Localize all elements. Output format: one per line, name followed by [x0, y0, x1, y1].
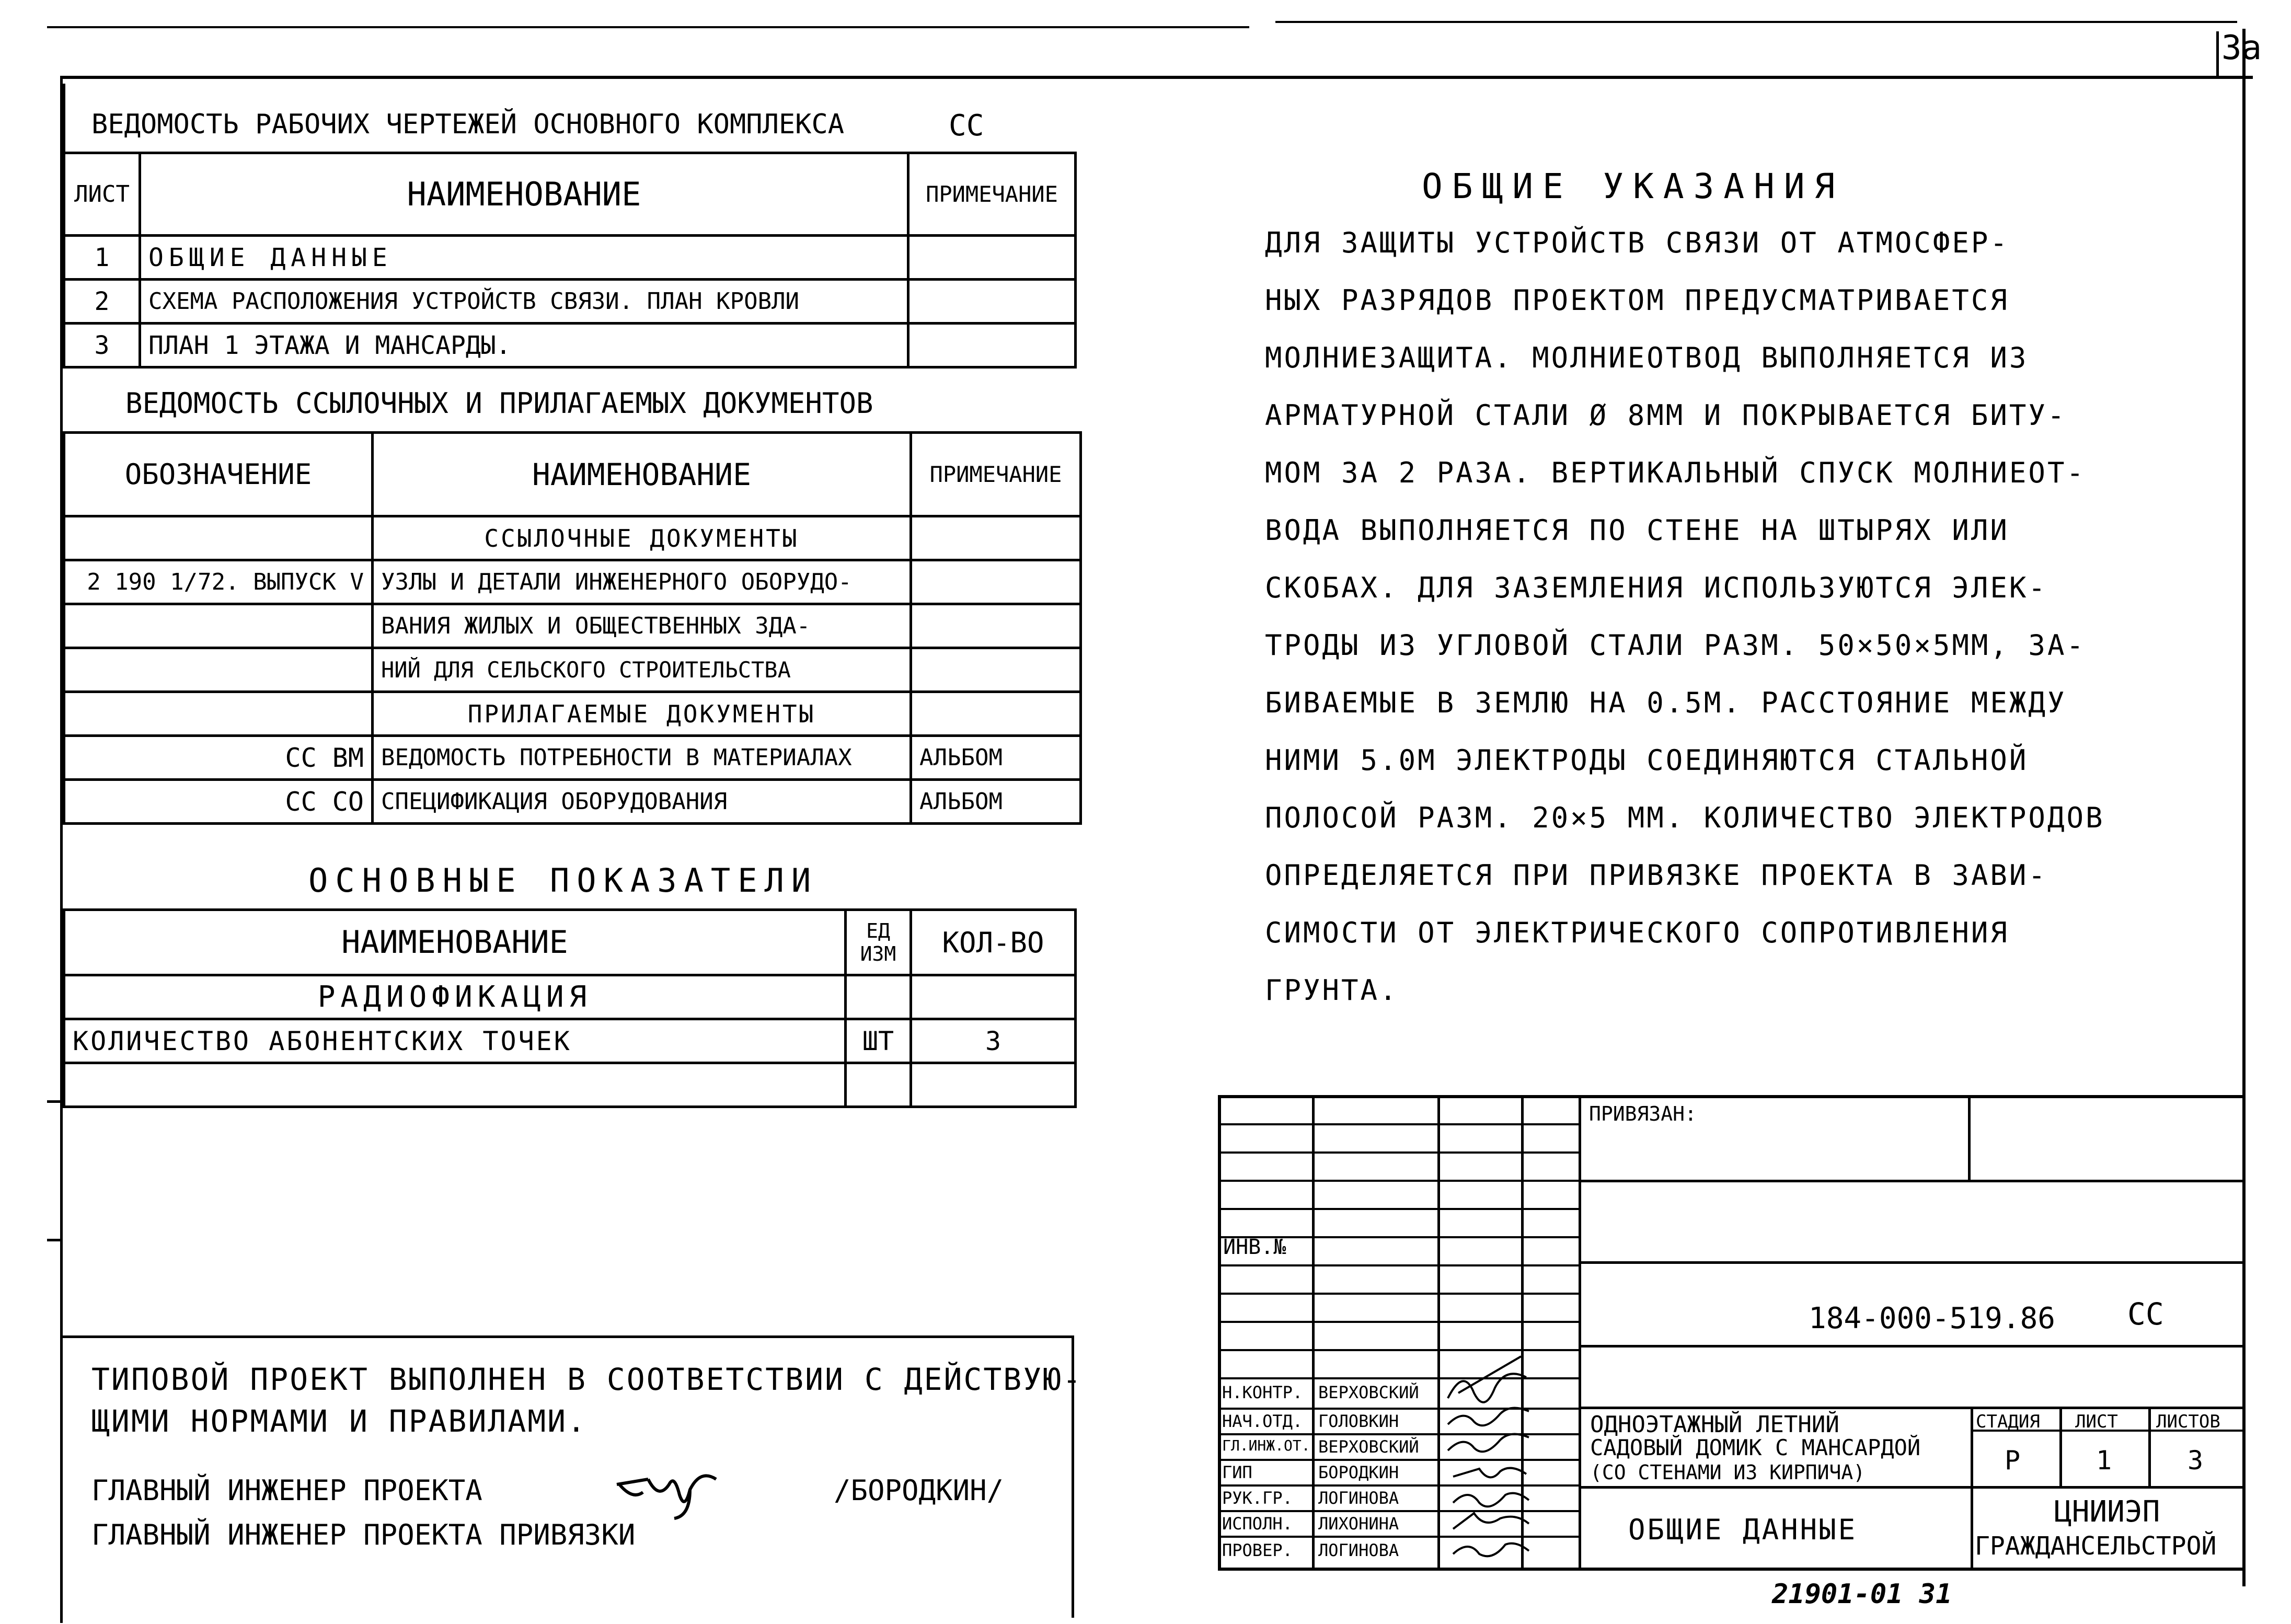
ref-doc-code: 2 190 1/72. ВЫПУСК V — [64, 560, 373, 604]
object-name-line2: САДОВЫЙ ДОМИК С МАНСАРДОЙ — [1590, 1435, 1921, 1460]
chief-engineer-signature — [612, 1464, 727, 1521]
table-row-sheet: 1 — [64, 236, 140, 280]
notes-line: ДЛЯ ЗАЩИТЫ УСТРОЙСТВ СВЯЗИ ОТ АТМОСФЕР- — [1265, 226, 2009, 259]
staff-role: РУК.ГР. — [1222, 1488, 1293, 1508]
drawing-list-complex: СС — [949, 109, 984, 143]
organization-line1: ЦНИИЭП — [2054, 1495, 2160, 1529]
table-row-name: ПЛАН 1 ЭТАЖА И МАНСАРДЫ. — [140, 324, 908, 367]
frame-top — [63, 76, 2253, 79]
staff-name: ЛИХОНИНА — [1318, 1514, 1399, 1534]
sheet-label: ЛИСТ — [2075, 1411, 2118, 1432]
statement-top-rule — [63, 1335, 1074, 1338]
att-doc-note: АЛЬБОМ — [911, 736, 1081, 780]
notes-line: СИМОСТИ ОТ ЭЛЕКТРИЧЕСКОГО СОПРОТИВЛЕНИЯ — [1265, 916, 2009, 949]
staff-role: ПРОВЕР. — [1222, 1540, 1293, 1560]
stage-label: СТАДИЯ — [1976, 1411, 2040, 1432]
sheet-title: ОБЩИЕ ДАННЫЕ — [1628, 1513, 1858, 1546]
notes-line: МОЛНИЕЗАЩИТА. МОЛНИЕОТВОД ВЫПОЛНЯЕТСЯ ИЗ — [1265, 341, 2029, 374]
staff-name: БОРОДКИН — [1318, 1462, 1399, 1482]
drawing-list-title-left — [63, 84, 65, 152]
ref-docs-table — [63, 431, 1082, 825]
inventory-label: ИНВ.№ — [1223, 1235, 1286, 1259]
top-rule-right — [1275, 21, 2237, 23]
object-name-line1: ОДНОЭТАЖНЫЙ ЛЕТНИЙ — [1590, 1411, 1839, 1438]
section-ref-docs: ССЫЛОЧНЫЕ ДОКУМЕНТЫ — [373, 516, 911, 560]
notes-line: СКОБАХ. ДЛЯ ЗАЗЕМЛЕНИЯ ИСПОЛЬЗУЮТСЯ ЭЛЕК- — [1265, 571, 2047, 604]
col-header-sheet: ЛИСТ — [64, 153, 140, 236]
bound-label: ПРИВЯЗАН: — [1589, 1102, 1697, 1125]
sheets-value: 3 — [2188, 1445, 2204, 1476]
notes-line: МОМ ЗА 2 РАЗА. ВЕРТИКАЛЬНЫЙ СПУСК МОЛНИЕОТ- — [1265, 456, 2086, 489]
col-header-note: ПРИМЕЧАНИЕ — [908, 153, 1076, 236]
notes-line: НЫХ РАЗРЯДОВ ПРОЕКТОМ ПРЕДУСМАТРИВАЕТСЯ — [1265, 284, 2009, 317]
margin-tick-2 — [47, 1239, 63, 1241]
organization-line2: ГРАЖДАНСЕЛЬСТРОЙ — [1975, 1531, 2217, 1561]
notes-line: ГРУНТА. — [1265, 974, 1399, 1007]
staff-role: ГЛ.ИНЖ.ОТ. — [1222, 1437, 1310, 1454]
staff-name: ГОЛОВКИН — [1318, 1411, 1399, 1431]
table-row-note — [908, 324, 1076, 367]
top-rule-left — [47, 26, 1249, 28]
staff-signatures — [1443, 1346, 1537, 1565]
indicator-unit: ШТ — [846, 1019, 911, 1063]
notes-line: ТРОДЫ ИЗ УГЛОВОЙ СТАЛИ РАЗМ. 50×50×5ММ, ЗА- — [1265, 629, 2086, 662]
table-row-sheet: 2 — [64, 280, 140, 324]
staff-name: ВЕРХОВСКИЙ — [1318, 1437, 1419, 1457]
drawing-list-title: ВЕДОМОСТЬ РАБОЧИХ ЧЕРТЕЖЕЙ ОСНОВНОГО КОМПЛЕКСА — [91, 109, 845, 140]
footer-code: 21901-01 31 — [1772, 1579, 1952, 1610]
staff-name: ВЕРХОВСКИЙ — [1318, 1383, 1419, 1402]
notes-line: ПОЛОСОЙ РАЗМ. 20×5 ММ. КОЛИЧЕСТВО ЭЛЕКТРОДОВ — [1265, 801, 2105, 834]
general-notes-body — [1265, 214, 2104, 1019]
section-attached-docs: ПРИЛАГАЕМЫЕ ДОКУМЕНТЫ — [373, 692, 911, 736]
indicator-qty: 3 — [911, 1019, 1076, 1063]
ref-docs-title: ВЕДОМОСТЬ ССЫЛОЧНЫХ И ПРИЛАГАЕМЫХ ДОКУМЕНТОВ — [125, 387, 873, 420]
col-header-name: НАИМЕНОВАНИЕ — [373, 433, 911, 516]
margin-tick-1 — [47, 1100, 63, 1103]
indicator-name: КОЛИЧЕСТВО АБОНЕНТСКИХ ТОЧЕК — [64, 1019, 846, 1063]
chief-engineer-binding-label: ГЛАВНЫЙ ИНЖЕНЕР ПРОЕКТА ПРИВЯЗКИ — [91, 1518, 636, 1551]
staff-name: ЛОГИНОВА — [1318, 1540, 1399, 1560]
stage-value: Р — [2005, 1445, 2021, 1476]
document-code: 184-000-519.86 — [1809, 1301, 2056, 1335]
staff-role: ГИП — [1222, 1462, 1252, 1482]
notes-line: НИМИ 5.0М ЭЛЕКТРОДЫ СОЕДИНЯЮТСЯ СТАЛЬНОЙ — [1265, 744, 2029, 777]
notes-line: БИВАЕМЫЕ В ЗЕМЛЮ НА 0.5М. РАССТОЯНИЕ МЕЖДУ — [1265, 686, 2067, 719]
sheet-number: 3a — [2221, 29, 2262, 67]
att-doc-name: СПЕЦИФИКАЦИЯ ОБОРУДОВАНИЯ — [373, 780, 911, 824]
ref-doc-name-line2: ВАНИЯ ЖИЛЫХ И ОБЩЕСТВЕННЫХ ЗДА- — [373, 604, 911, 648]
att-doc-code: СС СО — [64, 780, 373, 824]
general-notes-title: ОБЩИЕ УКАЗАНИЯ — [1422, 166, 1845, 206]
indicators-table — [63, 908, 1077, 1108]
chief-engineer-name: /БОРОДКИН/ — [834, 1474, 1004, 1507]
staff-name: ЛОГИНОВА — [1318, 1488, 1399, 1508]
att-doc-code: СС ВМ — [64, 736, 373, 780]
col-header-note: ПРИМЕЧАНИЕ — [911, 433, 1081, 516]
drawing-list-table — [63, 152, 1077, 368]
col-header-code: ОБОЗНАЧЕНИЕ — [64, 433, 373, 516]
notes-line: ВОДА ВЫПОЛНЯЕТСЯ ПО СТЕНЕ НА ШТЫРЯХ ИЛИ — [1265, 514, 2009, 547]
statement-line1: ТИПОВОЙ ПРОЕКТ ВЫПОЛНЕН В СООТВЕТСТВИИ С ДЕЙСТВУЮ- — [91, 1362, 1083, 1397]
chief-engineer-label: ГЛАВНЫЙ ИНЖЕНЕР ПРОЕКТА — [91, 1474, 482, 1507]
notes-line: АРМАТУРНОЙ СТАЛИ Ø 8ММ И ПОКРЫВАЕТСЯ БИТУ- — [1265, 399, 2067, 432]
section-radiofication: РАДИОФИКАЦИЯ — [64, 975, 846, 1019]
table-row-name: СХЕМА РАСПОЛОЖЕНИЯ УСТРОЙСТВ СВЯЗИ. ПЛАН КРОВЛИ — [140, 280, 908, 324]
statement-line2: ЩИМИ НОРМАМИ И ПРАВИЛАМИ. — [91, 1403, 587, 1439]
att-doc-name: ВЕДОМОСТЬ ПОТРЕБНОСТИ В МАТЕРИАЛАХ — [373, 736, 911, 780]
ref-doc-name-line1: УЗЛЫ И ДЕТАЛИ ИНЖЕНЕРНОГО ОБОРУДО- — [373, 560, 911, 604]
col-header-name: НАИМЕНОВАНИЕ — [64, 910, 846, 975]
col-header-unit: ЕД ИЗМ — [846, 910, 911, 975]
ref-doc-name-line3: НИЙ ДЛЯ СЕЛЬСКОГО СТРОИТЕЛЬСТВА — [373, 648, 911, 692]
object-name-line3: (СО СТЕНАМИ ИЗ КИРПИЧА) — [1590, 1461, 1866, 1484]
title-block — [1218, 1095, 2245, 1571]
att-doc-note: АЛЬБОМ — [911, 780, 1081, 824]
table-row-note — [908, 236, 1076, 280]
indicators-title: ОСНОВНЫЕ ПОКАЗАТЕЛИ — [308, 861, 819, 900]
notes-line: ОПРЕДЕЛЯЕТСЯ ПРИ ПРИВЯЗКЕ ПРОЕКТА В ЗАВИ- — [1265, 859, 2047, 892]
sheet-value: 1 — [2096, 1445, 2112, 1476]
table-row-note — [908, 280, 1076, 324]
table-row-sheet: 3 — [64, 324, 140, 367]
table-row-name: ОБЩИЕ ДАННЫЕ — [140, 236, 908, 280]
document-complex: СС — [2127, 1296, 2164, 1332]
col-header-qty: КОЛ-ВО — [911, 910, 1076, 975]
sheet-num-box-left — [2216, 31, 2219, 78]
sheets-label: ЛИСТОВ — [2156, 1411, 2220, 1432]
staff-role: НАЧ.ОТД. — [1222, 1411, 1303, 1431]
staff-role: ИСПОЛН. — [1222, 1514, 1293, 1534]
staff-role: Н.КОНТР. — [1222, 1383, 1303, 1402]
col-header-name: НАИМЕНОВАНИЕ — [140, 153, 908, 236]
